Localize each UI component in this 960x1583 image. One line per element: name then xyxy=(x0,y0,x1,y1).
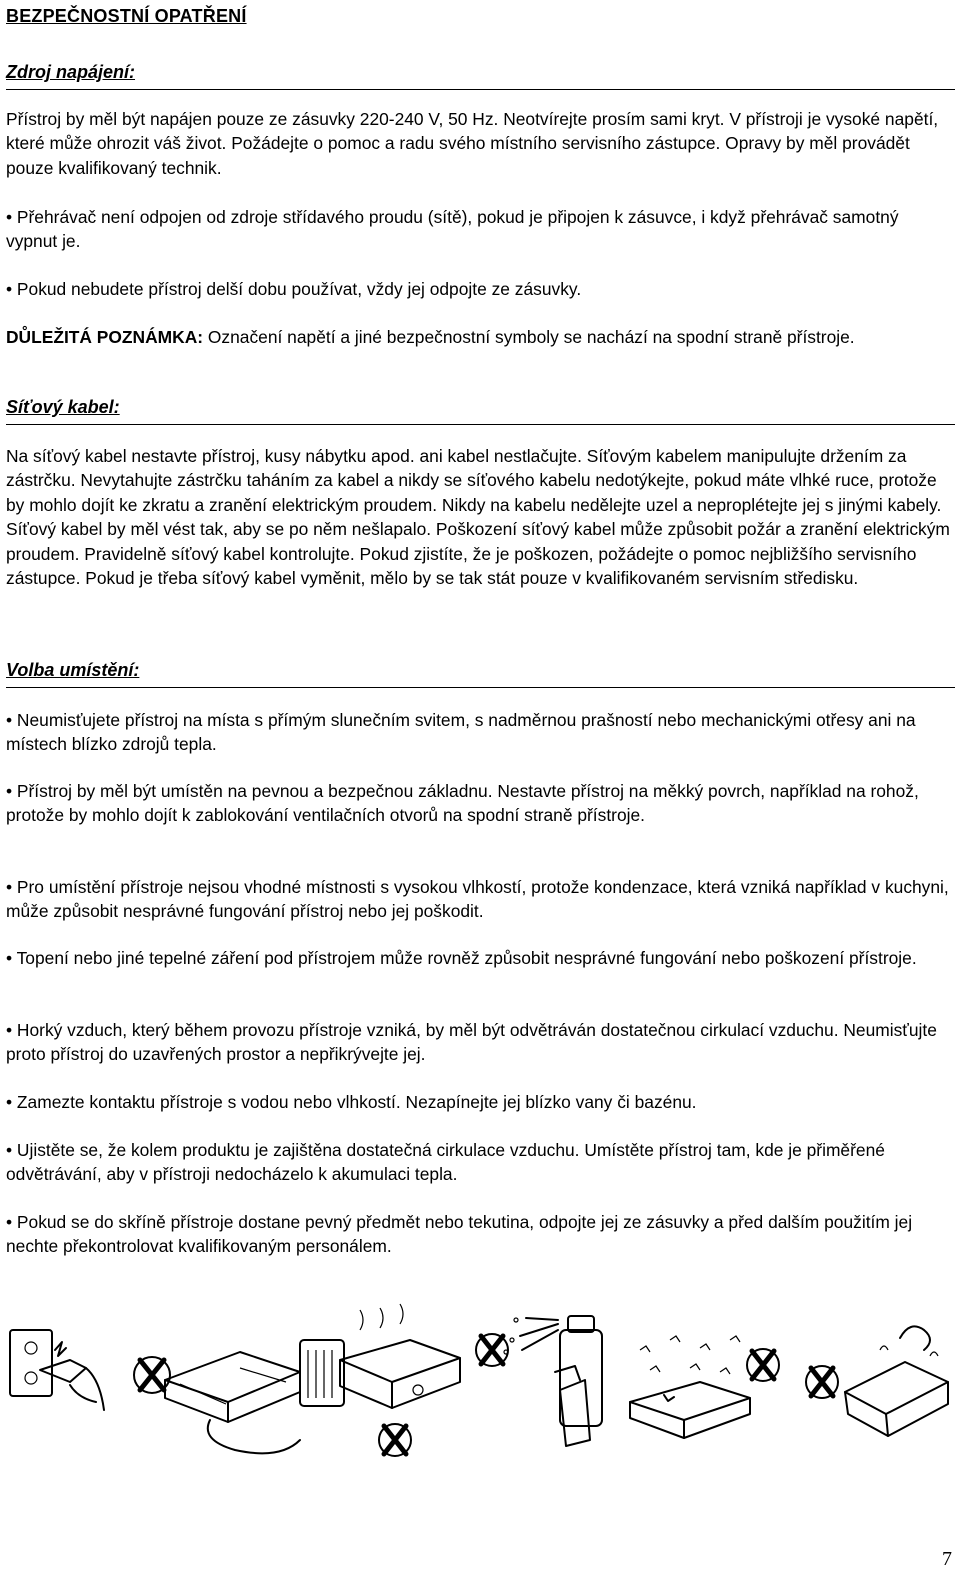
placement-bullet-6: • Zamezte kontaktu přístroje s vodou nebo vlhkostí. Nezapínejte jej blízko vany či bazénu. xyxy=(6,1092,697,1112)
section-heading-cable-label: Síťový kabel: xyxy=(6,397,120,417)
section-heading-placement-label: Volba umístění: xyxy=(6,660,140,680)
placement-bullet-1: • Neumisťujete přístroj na místa s přímým slunečním svitem, s nadměrnou prašností nebo mechanickými otřesy ani na místech blízko zdrojů tepla. xyxy=(6,710,916,755)
placement-bullet-7: • Ujistěte se, že kolem produktu je zajištěna dostatečná cirkulace vzduchu. Umístěte přístroj tam, kde je přiměřené odvětrávání, aby v přístroji nedocházelo k akumulaci tepla. xyxy=(6,1140,885,1185)
power-paragraph: Přístroj by měl být napájen pouze ze zásuvky 220-240 V, 50 Hz. Neotvírejte prosím sami kryt. V přístroji je vysoké napětí, které může ohrozit váš život. Požádejte o pomoc a radu svého místního servisního zástupce. Opravy by měl provádět pouze kvalifikovaný technik. xyxy=(6,109,939,178)
important-note-text: Označení napětí a jiné bezpečnostní symboly se nachází na spodní straně přístroje. xyxy=(203,327,855,347)
placement-bullet-8: • Pokud se do skříně přístroje dostane pevný předmět nebo tekutina, odpojte jej ze zásuvky a před dalším použitím jej nechte překontrolovat kvalifikovaným personálem. xyxy=(6,1212,913,1257)
placement-bullet-2: • Přístroj by měl být umístěn na pevnou a bezpečnou základnu. Nestavte přístroj na měkký povrch, například na rohož, protože by mohlo dojít k zablokování ventilačních otvorů na spodní straně přístroje. xyxy=(6,781,919,826)
section-heading-power xyxy=(6,62,955,90)
wall-socket-icon xyxy=(10,1330,104,1410)
prohibition-icon xyxy=(379,1424,411,1456)
cable-paragraph: Na síťový kabel nestavte přístroj, kusy nábytku apod. ani kabel nestlačujte. Síťovým kabelem manipulujte držením za zástrčku. Nevytahujte zástrčku taháním za kabel a nikdy se síťového kabelu nedotýkejte, pokud máte vlhké ruce, protože by mohlo dojít ke zkratu a zranění elektrickým proudem. Nikdy na kabelu nedělejte uzel a neproplétejte jej s jinými kabely. Síťový kabel by měl vést tak, aby se po něm nešlapalo. Poškození síťový kabel může způsobit požár a zranění elektrickým proudem. Pravidelně síťový kabel kontrolujte. Pokud zjistíte, že je poškozen, požádejte o pomoc nejbližšího servisního zástupce. Pokud je třeba síťový kabel vyměnit, mělo by se tak stát pouze v kvalifikovaném servisním středisku. xyxy=(6,446,950,589)
placement-bullet-3: • Pro umístění přístroje nejsou vhodné místnosti s vysokou vlhkostí, protože kondenzace, která vzniká například v kuchyni, může způsobit nesprávné fungování přístroj nebo jej poškodit. xyxy=(6,877,949,922)
page-number: 7 xyxy=(942,1548,952,1570)
power-bullet-2: • Pokud nebudete přístroj delší dobu používat, vždy jej odpojte ze zásuvky. xyxy=(6,279,582,299)
section-heading-cable xyxy=(6,397,955,425)
prohibition-icon xyxy=(476,1334,508,1366)
safety-illustrations xyxy=(0,1290,960,1470)
important-note xyxy=(6,325,951,349)
placement-bullet-5: • Horký vzduch, který během provozu přístroje vzniká, by měl být odvětráván dostatečnou cirkulací vzduchu. Neumisťujte proto přístroj do uzavřených prostor a nepřikrývejte jej. xyxy=(6,1020,937,1065)
device-on-cable-icon xyxy=(165,1352,300,1453)
spray-cans-icon xyxy=(504,1316,602,1446)
placement-bullet-4: • Topení nebo jiné tepelné záření pod přístrojem může rovněž způsobit nesprávné fungování nebo poškození přístroje. xyxy=(6,948,917,968)
section-heading-placement xyxy=(6,660,955,688)
soft-surface-icon xyxy=(806,1326,948,1436)
dust-icon xyxy=(630,1336,750,1438)
heat-source-icon xyxy=(300,1304,460,1408)
prohibition-icon xyxy=(747,1349,779,1381)
section-heading-power-label: Zdroj napájení: xyxy=(6,62,136,82)
page-title: BEZPEČNOSTNÍ OPATŘENÍ xyxy=(6,6,247,26)
important-note-label: DŮLEŽITÁ POZNÁMKA: xyxy=(6,327,204,347)
power-bullet-1: • Přehrávač není odpojen od zdroje střídavého proudu (sítě), pokud je připojen k zásuvce, i když přehrávač samotný vypnut je. xyxy=(6,207,899,252)
